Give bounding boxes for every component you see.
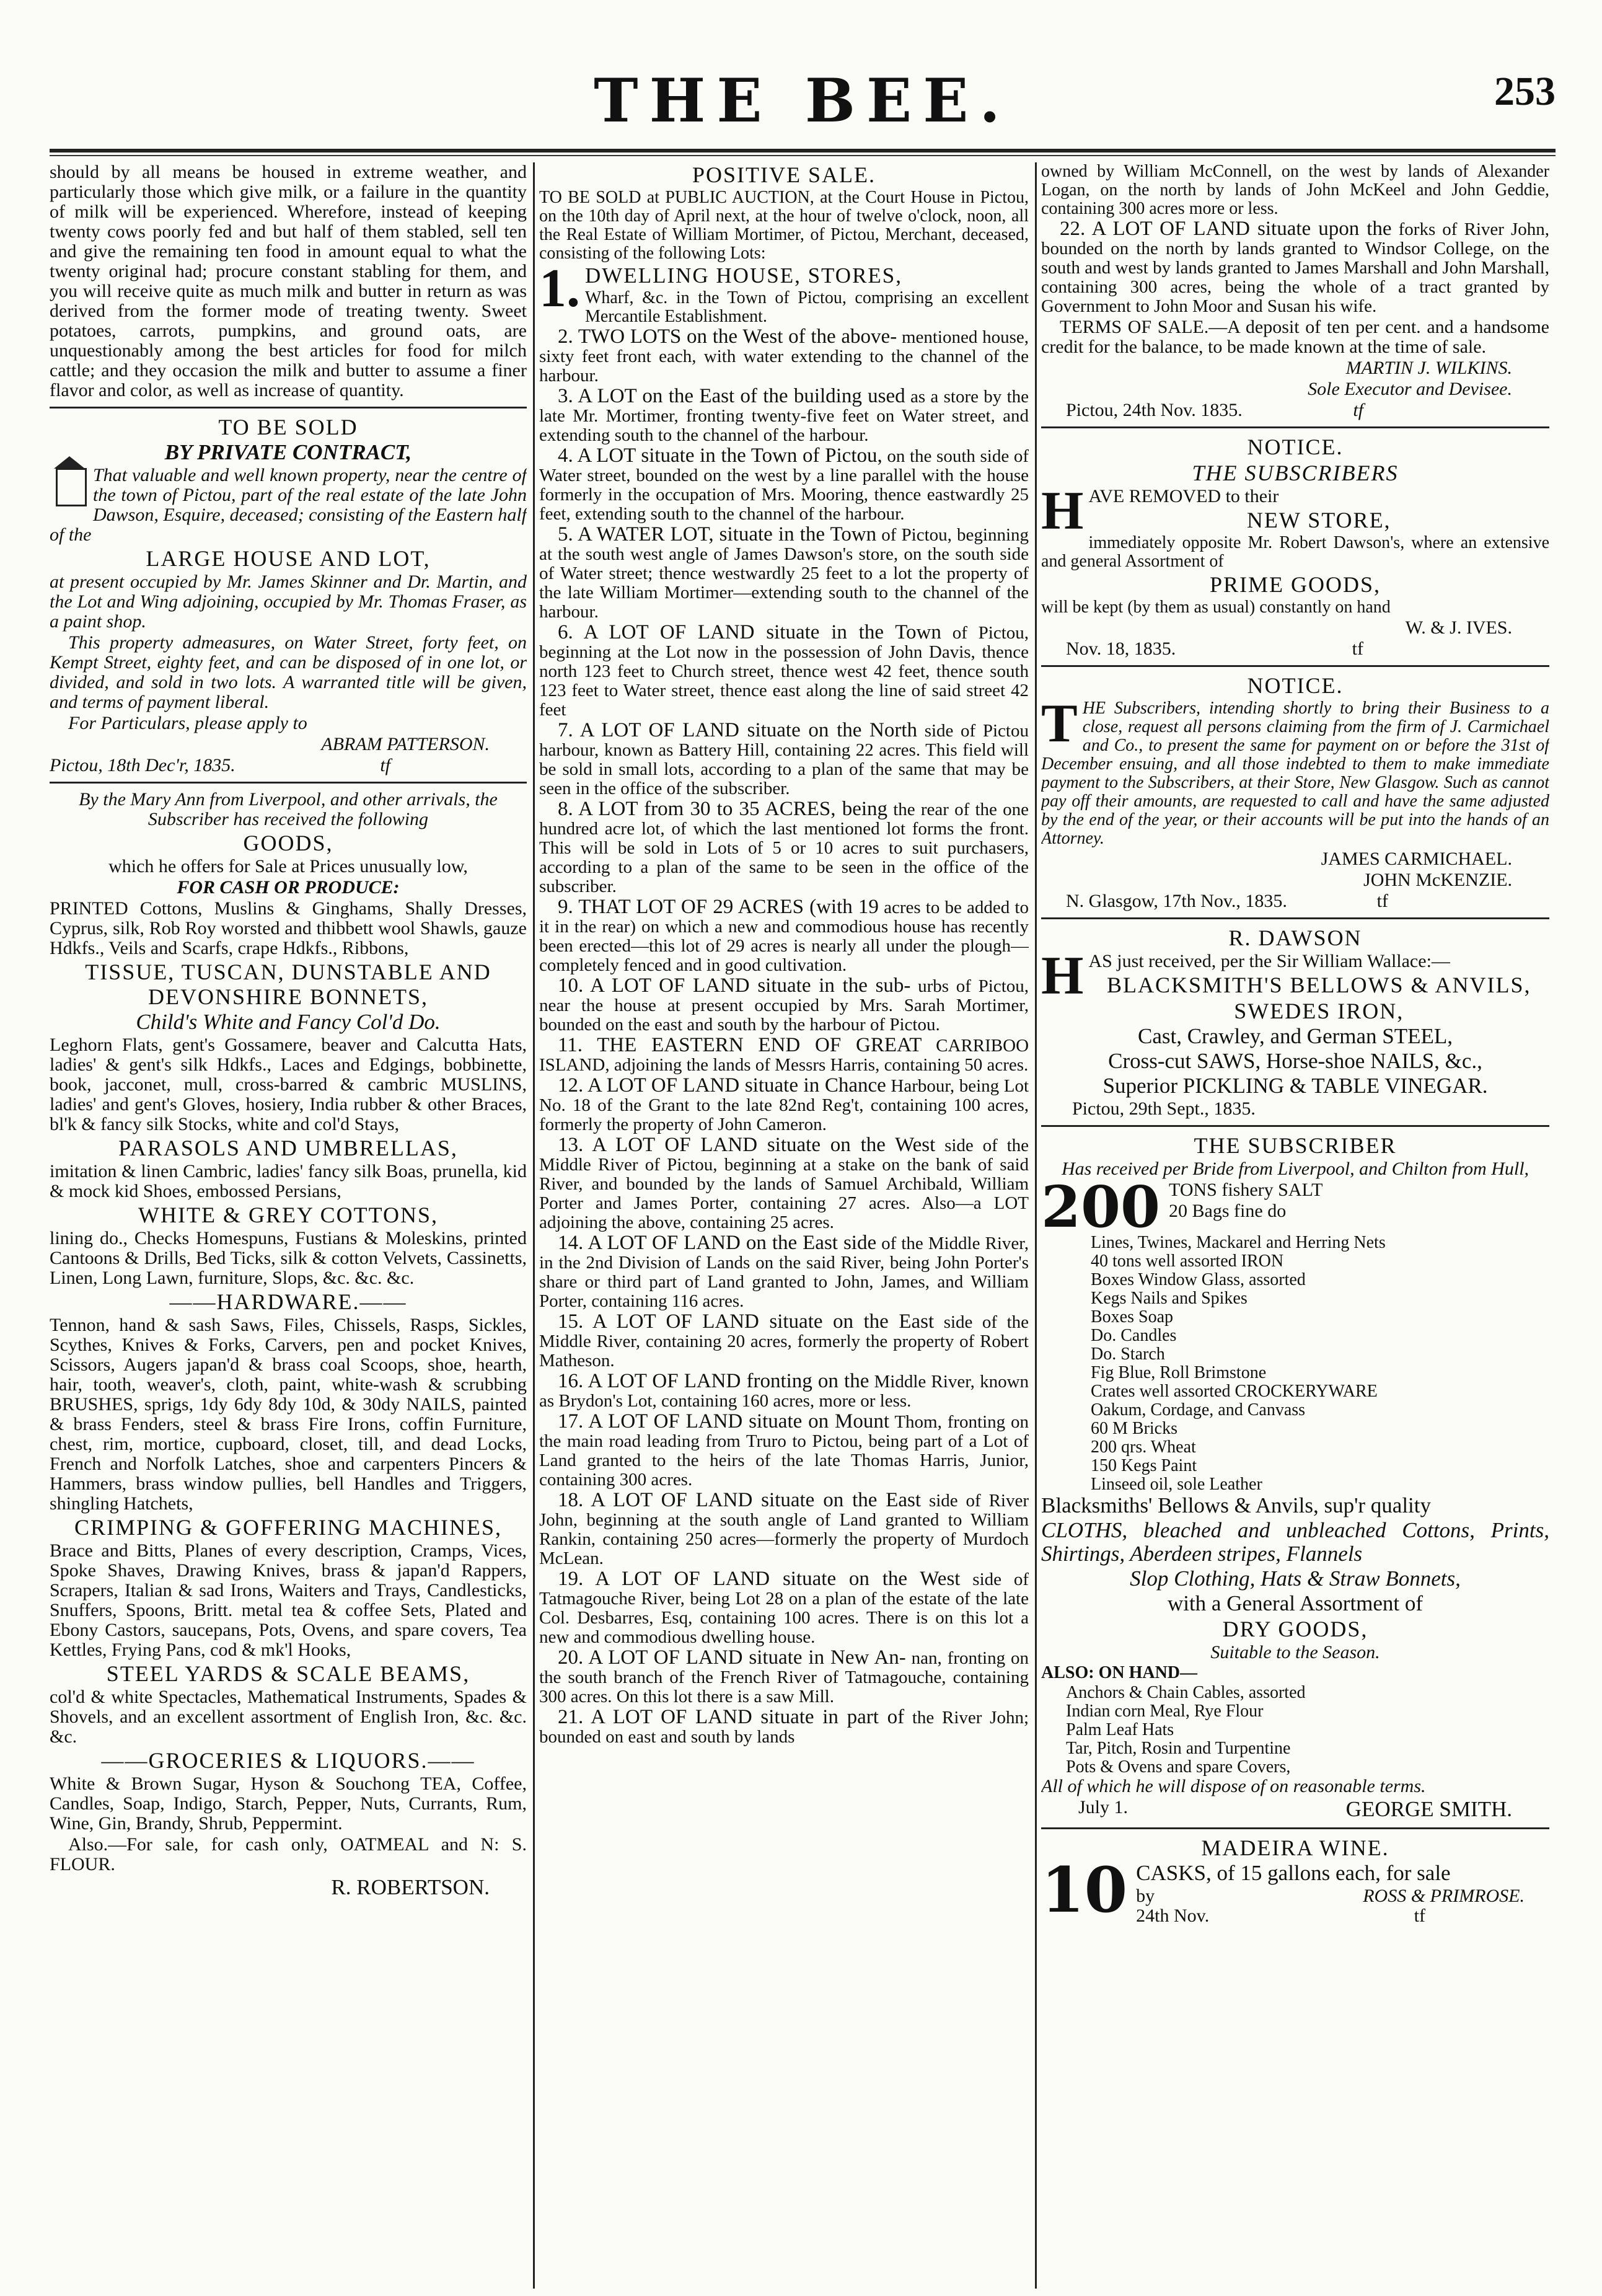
ad-signature: R. ROBERTSON.: [331, 1875, 490, 1899]
separator: [1041, 1827, 1549, 1829]
ad-date: Pictou, 18th Dec'r, 1835.: [50, 755, 235, 775]
ad-heading: THE SUBSCRIBER: [1194, 1133, 1397, 1158]
auction-continued: owned by William McConnell, on the west by lands of Alexander Logan, on the north by lands of John McKeel and John Geddie, containing 300 acres more or less.: [1041, 162, 1549, 218]
robertson-goods-ad: [50, 790, 527, 1899]
item-lead: 7. A LOT OF LAND situate on the North: [558, 719, 918, 741]
ad-body: lining do., Checks Homespuns, Fustians & Moleskins, printed Cantoons & Drills, Bed Ticks, silk & cotton Velvets, Cassinetts, Linen, Long Lawn, furniture, Slops, &c. &c. &c.: [50, 1228, 527, 1288]
ad-body: PRINTED Cottons, Muslins & Ginghams, Shally Dresses, Cyprus, silk, Rob Roy worsted and thibbett wool Shawls, gauze Hdkfs., Veils and Scarfs, crape Hdkfs., Ribbons,: [50, 898, 527, 958]
ad-body: White & Brown Sugar, Hyson & Souchong TEA, Coffee, Candles, Soap, Indigo, Starch, Pepper, Nuts, Currants, Rum, Wine, Gin, Brandy, Shrub, Peppermint.: [50, 1773, 527, 1834]
dawson-ad: [1041, 925, 1549, 1119]
ad-subheading: BY PRIVATE CONTRACT,: [164, 440, 412, 464]
stock-item: Palm Leaf Hats: [1066, 1720, 1174, 1739]
item-text: CARRIBOO ISLAND, adjoining the lands of Messrs Harris, containing 50 acres.: [539, 1036, 1029, 1075]
column-3: [1041, 162, 1549, 2270]
notice-body: will be kept (by them as usual) constantly on hand: [1041, 598, 1391, 617]
tf-mark: tf: [1414, 1905, 1425, 1926]
item-lead: 3. A LOT on the East of the building used: [558, 385, 905, 407]
notice-subheading: THE SUBSCRIBERS: [1192, 461, 1399, 485]
column-divider-2: [1035, 162, 1037, 2289]
separator: [50, 782, 527, 784]
stock-item: Linseed oil, sole Leather: [1091, 1475, 1262, 1494]
quantity-numeral: 10: [1041, 1853, 1128, 1927]
item-lead: 11. THE EASTERN END OF GREAT: [558, 1034, 922, 1056]
ad-also: ALSO: ON HAND—: [1041, 1663, 1198, 1682]
notice-store-heading: NEW STORE,: [1246, 508, 1391, 532]
item-lead: 15. A LOT OF LAND situate on the East: [558, 1310, 935, 1333]
smith-ad: [1041, 1133, 1549, 1821]
separator: [1041, 1125, 1549, 1127]
auction-item: [539, 1648, 1029, 1707]
auction-item: [539, 1312, 1029, 1371]
ad-line: AS just received, per the Sir William Wallace:—: [1088, 951, 1450, 971]
item-lead: 9. THAT LOT OF 29 ACRES (with 19: [558, 896, 879, 918]
ad-line: Superior PICKLING & TABLE VINEGAR.: [1102, 1074, 1488, 1098]
stock-item: Fig Blue, Roll Brimstone: [1091, 1363, 1267, 1382]
item-lead: 5. A WATER LOT, situate in the Town: [558, 523, 877, 545]
column-2: [539, 162, 1029, 2270]
notice-body: immediately opposite Mr. Robert Dawson's, where an extensive and general Assortment of: [1041, 533, 1549, 571]
stock-line: 20 Bags fine do: [1169, 1201, 1287, 1221]
item-lead: 8. A LOT from 30 to 35 ACRES, being: [558, 798, 888, 820]
auction-item: [539, 1076, 1029, 1134]
terms-of-sale: TERMS OF SALE.—A deposit of ten per cent. and a handsome credit for the balance, to be made known at the time of sale.: [1041, 317, 1549, 357]
stock-list: [1041, 1234, 1549, 1494]
ad-line: CASKS, of 15 gallons each, for sale: [1136, 1861, 1451, 1885]
item-lead: 22. A LOT OF LAND situate upon the: [1060, 218, 1392, 240]
ad-heading: GOODS,: [243, 831, 333, 855]
item-text: Wharf, &c. in the Town of Pictou, comprising an excellent Mercantile Establishment.: [585, 288, 1029, 326]
item-lead: 17. A LOT OF LAND situate on Mount: [558, 1410, 889, 1433]
ad-body: For Particulars, please apply to: [68, 713, 307, 733]
ad-body: Brace and Bitts, Planes of every description, Cramps, Vices, Spoke Shaves, Drawing Knives, brass & japan'd Rappers, Scrapers, Italian & sad Irons, Waiters and Trays, Candlesticks, Snuffers, Spoons, Britt. metal tea & coffee Sets, Plated and Ebony Castors, saucepans, Pots, Ovens, and spare covers, Tea Kettles, Frying Pans, cod & mk'l Hooks,: [50, 1540, 527, 1660]
item-text: side of River John, beginning at the south angle of Land granted to William Rankin, containing 250 acres—formerly the property of Murdoch McLean.: [539, 1491, 1029, 1568]
auction-item: [539, 1372, 1029, 1411]
ad-line: Cross-cut SAWS, Horse-shoe NAILS, &c.,: [1108, 1049, 1482, 1073]
item-lead: 16. A LOT OF LAND fronting on the: [558, 1370, 869, 1392]
stock-item: Indian corn Meal, Rye Flour: [1066, 1702, 1264, 1721]
ad-heading: TO BE SOLD: [218, 415, 358, 439]
auction-intro: TO BE SOLD at PUBLIC AUCTION, at the Court House in Pictou, on the 10th day of April next, at the hour of twelve o'clock, noon, all the Real Estate of William Mortimer, of Pictou, Merchant, deceased, consisting of the following Lots:: [539, 188, 1029, 263]
ad-line: Blacksmiths' Bellows & Anvils, sup'r quality: [1041, 1493, 1432, 1517]
ad-date: Pictou, 29th Sept., 1835.: [1072, 1098, 1256, 1119]
item-text: Thom, fronting on the main road leading from Truro to Pictou, being part of a Lot of Land granted to the heirs of the late Thomas Harris, Junior, containing 300 acres.: [539, 1412, 1029, 1490]
stock-item: Do. Starch: [1091, 1344, 1165, 1364]
auction-item: [539, 446, 1029, 524]
ad-heading: TISSUE, TUSCAN, DUNSTABLE AND DEVONSHIRE BONNETS,: [85, 960, 491, 1009]
item-text: nan, fronting on the south branch of the French River of Tatmagouche, containing 300 acres. On this lot there is a saw Mill.: [539, 1648, 1029, 1707]
stock-item: Tar, Pitch, Rosin and Turpentine: [1066, 1739, 1291, 1758]
ad-line: with a General Assortment of: [1167, 1591, 1424, 1615]
ad-heading: BLACKSMITH'S BELLOWS & ANVILS,: [1106, 973, 1531, 997]
auction-item: [539, 387, 1029, 445]
item-text: Middle River, known as Brydon's Lot, containing 160 acres, more or less.: [539, 1372, 1029, 1411]
auction-item: [539, 721, 1029, 798]
auction-item: [539, 1708, 1029, 1747]
stock-item: Anchors & Chain Cables, assorted: [1066, 1683, 1306, 1702]
ad-lot-heading: LARGE HOUSE AND LOT,: [146, 546, 431, 571]
stock-item: Crates well assorted CROCKERYWARE: [1091, 1382, 1378, 1401]
masthead-rule: [50, 149, 1556, 152]
page-number: 253: [1494, 69, 1556, 114]
notice-body: HE Subscribers, intending shortly to bring their Business to a close, request all persons claiming from the firm of J. Carmichael and Co., to present the same for payment on or before the 31st of December ensuing, and all those indebted to them to make immediate payment to the Subscribers, at their Store, New Glasgow. Such as cannot pay off their amounts, are requested to call and have the same adjusted by the end of the year, or their accounts will be put into the hands of an Attorney.: [1041, 699, 1549, 848]
item-number-dropcap: 1.: [539, 258, 580, 319]
item-heading: DWELLING HOUSE, STORES,: [585, 263, 903, 288]
tf-mark: tf: [1376, 891, 1388, 911]
ad-heading: R. DAWSON: [1228, 925, 1362, 950]
dropcap: H: [1041, 946, 1084, 1006]
notice-goods-heading: PRIME GOODS,: [1209, 572, 1381, 597]
item-lead: 19. A LOT OF LAND situate on the West: [558, 1568, 961, 1590]
auction-item: [539, 1136, 1029, 1232]
stock-item: 40 tons well assorted IRON: [1091, 1252, 1284, 1271]
auction-item: [539, 1036, 1029, 1075]
item-text: acres to be added to it in the rear) on which a new and commodious house has recently been erected—this lot of 29 acres is nearly all under the plough—completely fenced and in good cultivation.: [539, 898, 1029, 975]
ad-line: Has received per Bride from Liverpool, and Chilton from Hull,: [1061, 1159, 1529, 1179]
stock-item: 60 M Bricks: [1091, 1419, 1177, 1438]
item-text: on the south side of Water street, bounded on the west by a line parallel with the house formerly in the occupation of Mrs. Mooring, thence eastwardly 25 feet, extending south to the channel of the harbour.: [539, 446, 1029, 524]
ad-line: CLOTHS, bleached and unbleached Cottons, Prints, Shirtings, Aberdeen stripes, Flannels: [1041, 1518, 1549, 1566]
auction-item-22: [1041, 219, 1549, 316]
item-text: of the Middle River, in the 2nd Division of Lands on the said River, being John Porter's share or third part of Land granted to John, James, and William Porter, containing 116 acres.: [539, 1234, 1029, 1311]
ad-body: Tennon, hand & sash Saws, Files, Chissels, Rasps, Sickles, Scythes, Knives & Forks, Carvers, pen and pocket Knives, Scissors, Augers japan'd & brass coal Scoops, shoe, hearth, hair, tooth, weaver's, cloth, paint, white-wash & scrubbing BRUSHES, sprigs, 1dy 6dy 8dy 10d, & 30dy NAILS, painted & brass Fenders, steel & brass Fire Irons, coffin Furniture, chest, rim, mortice, cupboard, closet, till, and dead Locks, French and Norfolk Latches, shoe and carpenters Pincers & Hammers, brass window pullies, bell Handles and Triggers, shingling Hatchets,: [50, 1315, 527, 1514]
ad-line: All of which he will dispose of on reasonable terms.: [1041, 1776, 1426, 1796]
quantity-numeral: 200: [1041, 1173, 1161, 1240]
tf-mark: tf: [1353, 400, 1363, 420]
ad-heading: CRIMPING & GOFFERING MACHINES,: [74, 1515, 503, 1540]
dropcap: H: [1041, 481, 1084, 541]
stock-item: Pots & Ovens and spare Covers,: [1066, 1757, 1291, 1777]
ad-date: July 1.: [1078, 1797, 1129, 1817]
stock-item: Oakum, Cordage, and Canvass: [1091, 1400, 1306, 1420]
item-text: of Pictou, beginning at the Lot now in the possession of John Davis, thence north 123 feet to Church street, thence west 42 feet, thence south 123 feet to Water street, thence east along the line of said street 42 feet: [539, 623, 1029, 720]
auction-item-1: [539, 258, 1029, 326]
tf-mark: tf: [1352, 638, 1363, 659]
ad-heading: DRY GOODS,: [1222, 1617, 1368, 1641]
masthead-rule-thin: [50, 155, 1556, 156]
ad-body: This property admeasures, on Water Street, forty feet, on Kempt Street, eighty feet, and can be disposed of in one lot, or divided, and sold in two lots. A warranted title will be given, and terms of payment liberal.: [50, 632, 527, 712]
auction-item: [539, 623, 1029, 720]
ad-body: That valuable and well known property, near the centre of the town of Pictou, part of the real estate of the late John Dawson, Esquire, deceased; consisting of the Eastern half of the: [50, 465, 527, 545]
ad-heading: PARASOLS AND UMBRELLAS,: [118, 1136, 458, 1160]
ad-line: by: [1136, 1886, 1155, 1906]
ad-line: Slop Clothing, Hats & Straw Bonnets,: [1130, 1566, 1461, 1591]
house-icon: [56, 468, 87, 506]
carmichael-notice: [1041, 673, 1549, 911]
stock-item: Lines, Twines, Mackarel and Herring Nets: [1091, 1233, 1386, 1252]
item-text: forks of River John, bounded on the north by lands granted to Windsor College, on the south and west by lands granted to James Marshall and John Marshall, containing 300 acres, being the whole of a tract granted by Government to John Moor and Susan his wife.: [1041, 219, 1549, 316]
item-lead: 2. TWO LOTS on the West of the above-: [558, 325, 897, 348]
item-text: side of the Middle River, containing 20 acres, formerly the property of Robert Matheson.: [539, 1312, 1029, 1371]
item-text: side of the Middle River of Pictou, beginning at a stake on the bank of said River, and bounded by the lands of Samuel Archibald, William Porter and James Porter, containing 27 acres. Also—a LOT adjoining the above, containing 25 acres.: [539, 1136, 1029, 1232]
item-text: side of Tatmagouche River, being Lot 28 on a plan of the estate of the late Col. Desbarres, Esq, containing 100 acres. There is on this lot a new and commodious dwelling house.: [539, 1570, 1029, 1647]
separator: [50, 407, 527, 408]
ad-subheading: FOR CASH OR PRODUCE:: [177, 877, 400, 898]
item-text: side of Pictou harbour, known as Battery Hill, containing 22 acres. This field will be sold in small lots, according to a plan of the same that may be seen in the office of the subscriber.: [539, 721, 1029, 798]
ad-heading: MADEIRA WINE.: [1201, 1835, 1389, 1860]
auction-item: [539, 1491, 1029, 1568]
ad-line: which he offers for Sale at Prices unusually low,: [108, 856, 468, 876]
dropcap: T: [1041, 694, 1078, 754]
ad-signature: ABRAM PATTERSON.: [321, 734, 490, 754]
ad-signature: GEORGE SMITH.: [1345, 1797, 1512, 1821]
column-1: [50, 162, 527, 2270]
auction-item: [539, 525, 1029, 622]
item-text: mentioned house, sixty feet front each, with water extending to the channel of the harbour.: [539, 327, 1029, 386]
item-lead: 21. A LOT OF LAND situate in part of: [558, 1706, 905, 1728]
stock-item: 200 qrs. Wheat: [1091, 1437, 1196, 1457]
notice-signature: W. & J. IVES.: [1405, 617, 1512, 638]
separator: [1041, 917, 1549, 919]
notice-date: N. Glasgow, 17th Nov., 1835.: [1066, 891, 1287, 911]
notice-signature: JOHN McKENZIE.: [1363, 870, 1512, 890]
executor-date: Pictou, 24th Nov. 1835.: [1066, 400, 1243, 420]
column-divider-1: [533, 162, 535, 2289]
ad-heading: ——HARDWARE.——: [169, 1289, 407, 1314]
item-lead: 10. A LOT OF LAND situate in the sub-: [558, 974, 911, 997]
item-text: urbs of Pictou, near the house at present occupied by Mrs. Sarah Mortimer, bounded on the east and south by the harbour of Pictou.: [539, 976, 1029, 1035]
ad-signature: ROSS & PRIMROSE.: [1363, 1886, 1525, 1906]
ad-body: col'd & white Spectacles, Mathematical Instruments, Spades & Shovels, and an excellent assortment of English Iron, &c. &c. &c.: [50, 1687, 527, 1747]
madeira-ad: [1041, 1835, 1549, 1926]
auction-item: [539, 327, 1029, 386]
ad-heading: WHITE & GREY COTTONS,: [138, 1203, 438, 1227]
auction-item: [539, 976, 1029, 1035]
item-text: Harbour, being Lot No. 18 of the Grant to the late 82nd Reg't, containing 100 acres, formerly the property of John Cameron.: [539, 1076, 1029, 1134]
notice-heading: NOTICE.: [1247, 435, 1344, 459]
ad-heading: STEEL YARDS & SCALE BEAMS,: [106, 1661, 470, 1686]
item-lead: 14. A LOT OF LAND on the East side: [558, 1232, 877, 1254]
notice-heading: NOTICE.: [1247, 673, 1344, 698]
ad-line: Suitable to the Season.: [1210, 1642, 1380, 1662]
stock-item: Do. Candles: [1091, 1326, 1177, 1345]
item-text: the rear of the one hundred acre lot, of which the last mentioned lot forms the front. This will be sold in Lots of 5 or 10 acres to suit purchasers, according to a plan of the same to be seen in the office of the subscriber.: [539, 800, 1029, 896]
ad-body: Leghorn Flats, gent's Gossamere, beaver and Calcutta Hats, ladies' & gent's silk Hdkfs., Laces and Edgings, bobbinette, book, jacconet, mull, cross-barred & cambric MUSLINS, ladies' and gent's Gloves, hosiery, India rubber & other Braces, bl'k & fancy silk Stocks, white and col'd Stays,: [50, 1035, 527, 1134]
item-lead: 13. A LOT OF LAND situate on the West: [558, 1134, 936, 1156]
auction-heading: POSITIVE SALE.: [692, 162, 876, 187]
item-lead: 20. A LOT OF LAND situate in New An-: [558, 1646, 906, 1669]
separator: [1041, 665, 1549, 667]
notice-date: Nov. 18, 1835.: [1066, 638, 1176, 659]
executor-role: Sole Executor and Devisee.: [1308, 379, 1512, 399]
ad-body: Also.—For sale, for cash only, OATMEAL and N: S. FLOUR.: [50, 1834, 527, 1874]
auction-item: [539, 1234, 1029, 1311]
auction-item: [539, 898, 1029, 975]
ives-notice: [1041, 435, 1549, 659]
item-lead: 12. A LOT OF LAND situate in Chance: [558, 1074, 886, 1097]
ad-date: 24th Nov.: [1136, 1905, 1210, 1926]
item-lead: 18. A LOT OF LAND situate on the East: [558, 1489, 922, 1511]
ad-subheading: Child's White and Fancy Col'd Do.: [136, 1010, 441, 1034]
item-text: as a store by the late Mr. Mortimer, fronting twenty-five feet on Water street, and extending south to the channel of the harbour.: [539, 387, 1029, 445]
ad-body: imitation & linen Cambric, ladies' fancy silk Boas, prunella, kid & mock kid Shoes, embossed Persians,: [50, 1161, 527, 1201]
ad-body: at present occupied by Mr. James Skinner and Dr. Martin, and the Lot and Wing adjoining, occupied by Mr. Thomas Fraser, as a paint shop.: [50, 572, 527, 632]
ad-line: Cast, Crawley, and German STEEL,: [1137, 1024, 1453, 1048]
notice-signature: JAMES CARMICHAEL.: [1321, 849, 1512, 869]
stock-line: TONS fishery SALT: [1169, 1180, 1323, 1200]
executor-signature: MARTIN J. WILKINS.: [1345, 358, 1512, 378]
stock-item: Boxes Soap: [1091, 1307, 1173, 1327]
item-text: the River John; bounded on east and south by lands: [539, 1708, 1029, 1747]
ad-intro: By the Mary Ann from Liverpool, and other arrivals, the Subscriber has received the following: [79, 789, 498, 829]
notice-line: AVE REMOVED to their: [1088, 486, 1279, 506]
stock-list: [1041, 1684, 1549, 1777]
auction-item: [539, 1412, 1029, 1490]
cattle-article-text: should by all means be housed in extreme weather, and particularly those which give milk, or a failure in the quantity of milk will be experienced. Wherefore, instead of keeping twenty cows poorly fed and but half of them stabled, sell ten and give the remaining ten food in amount equal to what the twenty original had; procure constant stabling for them, and you will receive quite as much milk and butter in return as was derived from the former mode of treating twenty. Sweet potatoes, carrots, pumpkins, and ground oats, are unquestionably among the best articles for food for milch cattle; and they occasion the milk and butter to assume a finer flavor and color, as well as increase of quantity.: [50, 162, 527, 400]
ad-tf: tf: [380, 755, 390, 775]
newspaper-title: THE BEE.: [594, 66, 1011, 136]
auction-item-list: [539, 327, 1029, 1747]
item-text: of Pictou, beginning at the south west angle of James Dawson's store, on the south side of Water street; thence westwardly 25 feet to a lot the property of the late William Mortimer—extending south to the channel of the harbour.: [539, 525, 1029, 622]
stock-item: Boxes Window Glass, assorted: [1091, 1270, 1306, 1289]
auction-item: [539, 1570, 1029, 1647]
item-lead: 4. A LOT situate in the Town of Pictou,: [558, 444, 882, 467]
stock-item: 150 Kegs Paint: [1091, 1456, 1197, 1475]
stock-item: Kegs Nails and Spikes: [1091, 1289, 1248, 1308]
masthead: [50, 43, 1556, 149]
private-contract-ad: [50, 415, 527, 775]
ad-heading: ——GROCERIES & LIQUORS.——: [101, 1748, 475, 1773]
ad-heading: SWEDES IRON,: [1234, 999, 1404, 1023]
item-lead: 6. A LOT OF LAND situate in the Town: [558, 621, 941, 643]
auction-item: [539, 800, 1029, 896]
separator: [1041, 426, 1549, 428]
